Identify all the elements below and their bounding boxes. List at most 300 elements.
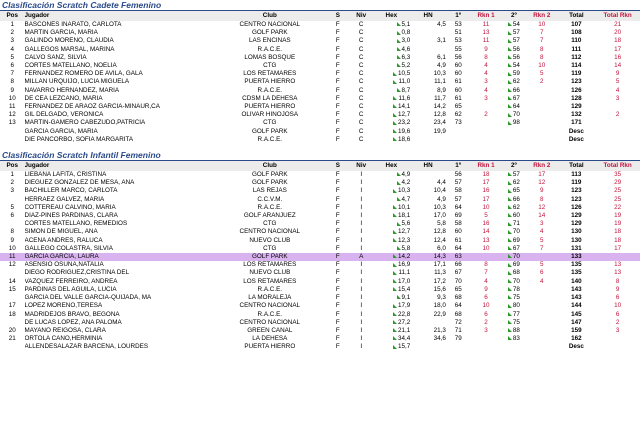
cell-total: 131	[571, 244, 582, 252]
table-row[interactable]	[0, 103, 640, 111]
cell-totrkn: 6	[615, 310, 620, 318]
green-triangle-icon	[508, 189, 512, 193]
cell-rkn1	[470, 128, 501, 136]
cell-niv: I	[360, 236, 363, 244]
cell-value: 66	[512, 195, 520, 203]
results-table	[0, 161, 640, 351]
cell-hex	[372, 261, 410, 269]
table-row[interactable]	[0, 29, 640, 37]
green-triangle-icon	[508, 63, 512, 67]
green-triangle-icon	[393, 189, 397, 193]
cell-jugador: DIE PANCORBO, SOFIA MARGARITA	[24, 135, 134, 143]
column-header[interactable]: Total Rkn	[595, 161, 640, 171]
column-header[interactable]: Rkn 2	[526, 11, 557, 21]
cell-p2	[502, 253, 527, 261]
table-row[interactable]	[0, 119, 640, 127]
column-header[interactable]: 1º	[446, 161, 471, 171]
cell-hex	[372, 220, 410, 228]
cell-p1: 60	[454, 228, 462, 236]
cell-club: GOLF ARANJUEZ	[243, 212, 296, 220]
cell-value: 5,6	[401, 220, 411, 228]
cell-rkn2: 3	[540, 220, 544, 228]
cell-total: 159	[571, 326, 582, 334]
cell-value: 65	[512, 187, 520, 195]
cell-total: 112	[571, 53, 582, 61]
cell-p1: 64	[454, 244, 462, 252]
green-triangle-icon	[508, 181, 512, 185]
green-triangle-icon	[508, 205, 512, 209]
green-triangle-icon	[508, 121, 512, 125]
cell-value: 17,9	[398, 302, 411, 310]
table-row[interactable]	[0, 269, 640, 277]
green-triangle-icon	[393, 328, 397, 332]
table-row[interactable]	[0, 335, 640, 343]
table-row[interactable]	[0, 95, 640, 103]
cell-rkn1: 2	[484, 111, 488, 119]
cell-hn: 14,3	[410, 253, 446, 261]
cell-jugador: CORTES MATELLANO, NOELIA	[24, 62, 117, 70]
cell-rkn1	[470, 136, 501, 144]
cell-niv: C	[358, 135, 364, 143]
cell-value: 6,3	[401, 53, 411, 61]
cell-p2	[502, 119, 527, 127]
cell-rkn2: 7	[540, 29, 544, 37]
column-header[interactable]: HN	[410, 161, 446, 171]
table-row[interactable]	[0, 294, 640, 302]
column-header[interactable]: 2º	[502, 11, 527, 21]
column-header[interactable]: HN	[410, 11, 446, 21]
column-header[interactable]: Jugador	[25, 161, 215, 171]
cell-total: 129	[571, 103, 582, 111]
green-triangle-icon	[508, 22, 512, 26]
cell-hn	[410, 136, 446, 144]
cell-jugador: DIEGUEZ GONZALEZ DE MESA, ANA	[24, 179, 135, 187]
cell-value: 5,2	[401, 62, 411, 70]
cell-pos	[0, 269, 25, 277]
column-header[interactable]: Hex	[372, 11, 410, 21]
cell-hn: 21,3	[433, 326, 446, 334]
green-triangle-icon	[508, 254, 512, 258]
table-row[interactable]	[0, 237, 640, 245]
cell-hex	[372, 311, 410, 319]
cell-jugador: HERRAEZ GALVEZ, MARIA	[24, 195, 105, 203]
cell-hn	[410, 343, 446, 351]
column-header[interactable]: 2º	[502, 161, 527, 171]
cell-pos	[0, 136, 25, 144]
green-triangle-icon	[508, 72, 512, 76]
cell-p2	[502, 228, 527, 236]
cell-pos: 10	[8, 244, 16, 252]
cell-club: PUERTA HIERRO	[244, 103, 296, 111]
cell-jugador: MILLAN URQUIJO, LUCIA MIGUELA	[24, 78, 130, 86]
table-row[interactable]	[0, 37, 640, 45]
green-triangle-icon	[393, 304, 397, 308]
cell-s: F	[335, 220, 340, 228]
cell-rkn1: 3	[484, 326, 488, 334]
cell-club: C.C.V.M.	[257, 195, 283, 203]
cell-totrkn: 17	[614, 45, 622, 53]
cell-niv: I	[360, 203, 363, 211]
table-row[interactable]	[0, 204, 640, 212]
column-header[interactable]: Total Rkn	[595, 11, 640, 21]
cell-niv: C	[358, 53, 364, 61]
table-row[interactable]	[0, 70, 640, 78]
table-row[interactable]	[0, 319, 640, 327]
cell-rkn2: 12	[538, 203, 546, 211]
cell-rkn2	[526, 103, 557, 111]
cell-p1: 53	[454, 37, 462, 45]
cell-rkn1	[470, 335, 501, 343]
cell-club: GOLF PARK	[252, 29, 288, 37]
cell-s: F	[335, 335, 340, 343]
cell-hex	[372, 335, 410, 343]
cell-p2	[502, 70, 527, 78]
cell-p1: 61	[454, 236, 462, 244]
cell-pos: 9	[10, 236, 15, 244]
table-row[interactable]	[0, 343, 640, 351]
cell-s: F	[335, 326, 340, 334]
cell-niv: C	[358, 70, 364, 78]
cell-niv: I	[360, 228, 363, 236]
green-triangle-icon	[508, 230, 512, 234]
cell-p1: 66	[454, 261, 462, 269]
green-triangle-icon	[393, 271, 397, 275]
cell-s: F	[335, 244, 340, 252]
green-triangle-icon	[508, 113, 512, 117]
cell-totrkn: 9	[615, 70, 620, 78]
cell-p1: 63	[446, 253, 471, 261]
cell-rkn2: 5	[540, 70, 544, 78]
cell-value: 4,9	[401, 171, 411, 179]
column-header[interactable]: S	[326, 11, 351, 21]
cell-pos: 2	[10, 29, 15, 37]
cell-s: F	[335, 127, 340, 135]
green-triangle-icon	[393, 345, 397, 349]
cell-niv: I	[360, 187, 363, 195]
column-header[interactable]: Club	[214, 11, 325, 21]
cell-value: 57	[512, 29, 520, 37]
green-triangle-icon	[397, 63, 401, 67]
cell-value: 75	[512, 318, 520, 326]
cell-total: 123	[571, 187, 582, 195]
column-header[interactable]: Niv	[350, 161, 372, 171]
green-triangle-icon	[397, 22, 401, 26]
cell-s: F	[335, 135, 340, 143]
cell-pos: 3	[10, 187, 15, 195]
cell-p1: 60	[454, 70, 462, 78]
cell-p2	[502, 62, 527, 70]
column-header[interactable]: Rkn 1	[470, 161, 501, 171]
cell-value: 98	[512, 119, 520, 127]
cell-value: 70	[512, 228, 520, 236]
table-row[interactable]	[0, 302, 640, 310]
cell-hex	[372, 136, 410, 144]
table-row[interactable]	[0, 87, 640, 95]
green-triangle-icon	[508, 197, 512, 201]
cell-hex	[372, 171, 410, 179]
column-header[interactable]: Club	[214, 161, 325, 171]
cell-s: F	[335, 103, 340, 111]
green-triangle-icon	[393, 263, 397, 267]
table-row[interactable]	[0, 187, 640, 195]
column-header[interactable]: Rkn 1	[470, 11, 501, 21]
cell-jugador: MAYANO REIGOSA, CLARA	[24, 326, 106, 334]
cell-p2	[502, 319, 527, 327]
cell-hn: 5,8	[437, 220, 446, 228]
cell-rkn2	[526, 111, 557, 119]
green-triangle-icon	[393, 121, 397, 125]
cell-hex	[372, 319, 410, 327]
cell-s: F	[335, 86, 340, 94]
cell-hex	[372, 253, 410, 261]
cell-hn: 18,0	[433, 302, 446, 310]
green-triangle-icon	[508, 172, 512, 176]
cell-total: 111	[571, 45, 582, 53]
cell-p2	[502, 278, 527, 286]
table-row[interactable]	[0, 21, 640, 29]
cell-s: F	[335, 343, 340, 351]
column-header[interactable]: 1º	[446, 11, 471, 21]
table-row[interactable]	[0, 136, 640, 144]
cell-p2	[502, 87, 527, 95]
cell-value: 14,1	[398, 103, 411, 111]
cell-totrkn: 35	[614, 171, 622, 179]
cell-total: 143	[571, 294, 582, 302]
table-row[interactable]	[0, 278, 640, 286]
cell-club: CTG	[263, 220, 277, 228]
table-row[interactable]	[0, 111, 640, 119]
cell-club: LOMAS BOSQUE	[244, 53, 296, 61]
cell-hex	[372, 111, 410, 119]
cell-value: 18,1	[398, 212, 411, 220]
column-header[interactable]: Total	[557, 161, 595, 171]
cell-rkn2	[526, 87, 557, 95]
green-triangle-icon	[397, 31, 401, 35]
cell-p1: 60	[454, 62, 462, 70]
cell-club: GREEN CANAL	[247, 326, 293, 334]
cell-value: 18,6	[398, 135, 411, 143]
cell-value: 12,7	[398, 111, 411, 119]
cell-club: CENTRO NACIONAL	[239, 302, 301, 310]
table-row[interactable]	[0, 212, 640, 220]
cell-value: 62	[512, 179, 520, 187]
cell-p1: 70	[454, 277, 462, 285]
cell-value: 34,4	[398, 335, 411, 343]
cell-hex	[372, 269, 410, 277]
cell-rkn1: 3	[484, 94, 488, 102]
cell-rkn1: 11	[482, 37, 490, 45]
cell-niv: I	[360, 269, 363, 277]
green-triangle-icon	[393, 72, 397, 76]
cell-p2	[502, 179, 527, 187]
cell-club: LAS REJAS	[252, 187, 287, 195]
cell-total: 123	[571, 78, 582, 86]
cell-club: LAS ENCINAS	[248, 37, 291, 45]
cell-totrkn: 9	[615, 285, 620, 293]
table-row[interactable]	[0, 245, 640, 253]
cell-s: F	[326, 253, 351, 261]
cell-rkn1: 2	[484, 318, 488, 326]
green-triangle-icon	[508, 295, 512, 299]
cell-p1: 53	[454, 21, 462, 28]
cell-hn: 4,9	[437, 62, 446, 70]
cell-jugador: LOPEZ MORENO,TERESA	[24, 302, 103, 310]
cell-rkn1: 10	[482, 203, 490, 211]
cell-jugador: GALLEGO COLASTRA, SILVIA	[24, 244, 113, 252]
cell-hex	[372, 204, 410, 212]
cell-niv: I	[360, 261, 363, 269]
table-row-highlighted[interactable]	[0, 253, 640, 261]
cell-niv: I	[360, 244, 363, 252]
table-row[interactable]	[0, 54, 640, 62]
cell-rkn1: 5	[484, 212, 488, 220]
cell-rkn2	[526, 253, 557, 261]
green-triangle-icon	[393, 230, 397, 234]
table-row[interactable]	[0, 196, 640, 204]
cell-value: 67	[512, 94, 520, 102]
green-triangle-icon	[393, 312, 397, 316]
table-row[interactable]	[0, 62, 640, 70]
cell-jugador: BASCONES INARATO, CARLOTA	[24, 21, 122, 28]
cell-rkn1: 3	[484, 78, 488, 86]
column-header[interactable]: Total	[557, 11, 595, 21]
cell-rkn1: 4	[484, 86, 488, 94]
cell-p1: 68	[454, 310, 462, 318]
cell-total: 123	[571, 195, 582, 203]
cell-club: CENTRO NACIONAL	[239, 228, 301, 236]
cell-pos: 8	[10, 228, 15, 236]
cell-jugador: MADRIDEJOS BRAVO, BEGOÑA	[24, 310, 120, 318]
cell-p2	[502, 103, 527, 111]
cell-s: F	[335, 310, 340, 318]
cell-s: F	[335, 94, 340, 102]
cell-p2	[502, 237, 527, 245]
table-row[interactable]	[0, 311, 640, 319]
cell-p2	[502, 78, 527, 86]
cell-niv: C	[358, 21, 364, 28]
column-header[interactable]: Pos	[0, 161, 25, 171]
cell-p1: 65	[454, 103, 462, 111]
table-row[interactable]	[0, 78, 640, 86]
cell-total: Desc	[568, 127, 584, 135]
cell-jugador: CORTES MATELLANO, REMEDIOS	[24, 220, 128, 228]
header-row	[0, 161, 640, 171]
cell-totrkn: 21	[614, 21, 622, 28]
cell-jugador: MARTIN GARCIA, MARIA	[24, 29, 98, 37]
cell-hn: 9,3	[437, 294, 446, 302]
cell-club: CTG	[263, 119, 277, 127]
cell-total: 135	[571, 261, 582, 269]
cell-totrkn	[595, 128, 640, 136]
cell-club: CDSM LA DEHESA	[242, 94, 298, 102]
table-row[interactable]	[0, 46, 640, 54]
cell-jugador: DE CEA LEZCANO, MARIA	[24, 94, 103, 102]
cell-niv: I	[360, 343, 363, 351]
cell-value: 10,1	[398, 203, 411, 211]
cell-club: GOLF PARK	[252, 171, 288, 179]
green-triangle-icon	[508, 312, 512, 316]
green-triangle-icon	[393, 113, 397, 117]
cell-total: 119	[571, 179, 582, 187]
column-header[interactable]: Pos	[0, 11, 25, 21]
cell-s: F	[335, 171, 340, 179]
table-row[interactable]	[0, 220, 640, 228]
cell-totrkn: 16	[614, 53, 622, 61]
table-row[interactable]	[0, 179, 640, 187]
column-header[interactable]: Jugador	[25, 11, 215, 21]
cell-value: 17,0	[398, 277, 411, 285]
cell-p1: 51	[454, 29, 462, 37]
cell-club: PUERTA HIERRO	[244, 78, 296, 86]
cell-jugador: ACEÑA ANDRES, RALUCA	[24, 236, 103, 244]
cell-totrkn: 29	[614, 179, 622, 187]
cell-hn: 6,0	[437, 244, 446, 252]
cell-rkn1: 9	[484, 285, 488, 293]
table-row[interactable]	[0, 327, 640, 335]
cell-total: 126	[571, 86, 582, 94]
cell-niv: I	[360, 326, 363, 334]
cell-value: 15,4	[398, 285, 411, 293]
cell-p2	[502, 196, 527, 204]
cell-s: F	[335, 236, 340, 244]
cell-value: 19,6	[398, 127, 411, 135]
green-triangle-icon	[393, 80, 397, 84]
column-header[interactable]: S	[326, 161, 351, 171]
table-row[interactable]	[0, 261, 640, 269]
cell-p2	[502, 302, 527, 310]
cell-s: F	[335, 261, 340, 269]
cell-rkn1: 13	[482, 236, 490, 244]
cell-pos	[0, 196, 25, 204]
cell-value: 54	[512, 62, 520, 70]
cell-jugador: GARCIA GARCIA, LAURA	[25, 253, 215, 261]
cell-rkn1	[470, 119, 501, 127]
table-row[interactable]	[0, 286, 640, 294]
table-row[interactable]	[0, 128, 640, 136]
column-header[interactable]: Rkn 2	[526, 161, 557, 171]
column-header[interactable]: Hex	[372, 161, 410, 171]
green-triangle-icon	[397, 246, 401, 250]
cell-rkn2: 14	[538, 212, 546, 220]
cell-pos: 12	[8, 111, 16, 119]
cell-value: 62	[512, 203, 520, 211]
table-row[interactable]	[0, 171, 640, 179]
cell-totrkn: 14	[614, 62, 622, 70]
cell-total: 162	[571, 335, 582, 343]
cell-p1: 71	[454, 326, 462, 334]
cell-totrkn	[595, 253, 640, 261]
cell-value: 56	[512, 45, 520, 53]
green-triangle-icon	[393, 137, 397, 141]
cell-value: 70	[512, 277, 520, 285]
cell-p1: 67	[454, 269, 462, 277]
table-row[interactable]	[0, 228, 640, 236]
cell-rkn2	[526, 119, 557, 127]
cell-value: 15,7	[398, 343, 411, 351]
cell-value: 80	[512, 302, 520, 310]
cell-pos: 11	[0, 253, 25, 261]
cell-hn: 22,9	[433, 310, 446, 318]
cell-s: F	[335, 29, 340, 37]
column-header[interactable]: Niv	[350, 11, 372, 21]
green-triangle-icon	[393, 213, 397, 217]
cell-club: GOLF PARK	[214, 253, 325, 261]
cell-value: 77	[512, 310, 520, 318]
cell-rkn2	[526, 335, 557, 343]
cell-s: F	[335, 21, 340, 28]
cell-total: 114	[571, 62, 582, 70]
cell-value: 75	[512, 294, 520, 302]
